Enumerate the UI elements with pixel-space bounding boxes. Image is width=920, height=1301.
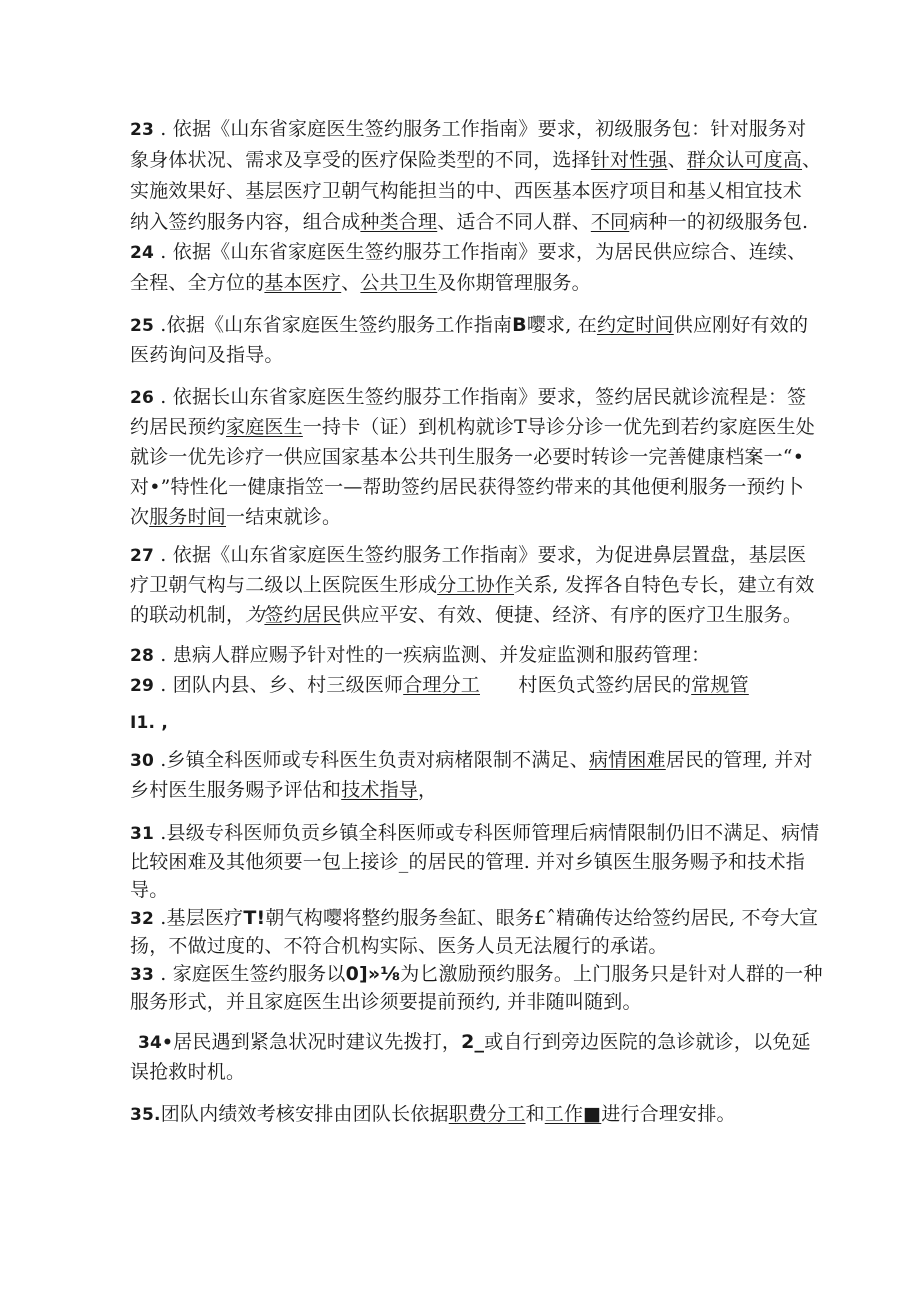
item-number: 31	[130, 824, 155, 844]
item-text: .县级专科医师负贡乡镇全科医师或专科医师管理后病情限制仍旧不满足、病情	[154, 822, 820, 844]
item-text: .乡镇全科医师或专科医生负责对病楮限制不满足、	[154, 749, 589, 771]
item-number: 28	[130, 646, 155, 666]
underlined-answer: 种类合理	[360, 211, 438, 233]
item-number: 34•	[138, 1033, 174, 1053]
item-text: 、适合不同人群、	[437, 211, 591, 233]
item-number: 32	[130, 909, 155, 929]
item-26-line-5	[130, 504, 341, 530]
item-text: 进行合理安排。	[601, 1103, 736, 1125]
item-text: . 患病人群应赐予针对性的一疾病监测、并发症监测和服药管理：	[154, 644, 711, 666]
ocr-glyph: 0]»⅛	[345, 963, 401, 985]
item-32-line-2	[130, 933, 668, 959]
item-text: 居民的管理, 并对	[665, 749, 813, 771]
underlined-answer: 病情困难	[588, 749, 666, 771]
item-30-line-1	[130, 747, 813, 774]
item-text: 疗卫朝气构与二级以上医院医生形成	[130, 574, 438, 596]
item-31-line-3	[130, 877, 168, 903]
item-text: 病种一的初级服务包.	[629, 211, 809, 233]
underlined-answer: 工作■	[544, 1103, 602, 1125]
item-text: 团队内绩效考核安排由团队长依据	[160, 1103, 449, 1125]
item-30-line-2	[130, 777, 437, 803]
item-text: 象身体状况、需求及享受的医疗保险类型的不同，选择	[130, 149, 591, 171]
item-26-line-1	[130, 384, 806, 411]
item-24-line-1	[130, 239, 806, 266]
item-31-line-2	[130, 849, 805, 875]
item-number: 26	[130, 388, 155, 408]
item-text: 关系, 发挥各自特色专长，建立有效	[514, 574, 815, 596]
item-text: 一结束就诊。	[226, 506, 342, 528]
item-text: 供应刚好有效的	[673, 314, 809, 336]
underlined-answer: 群众认可度高	[686, 149, 803, 171]
underlined-answer: 职费分工	[448, 1103, 526, 1125]
underlined-answer: 约定时间	[596, 314, 674, 336]
item-number: 33	[130, 965, 155, 985]
underlined-answer: 家庭医生	[226, 416, 303, 438]
item-25-line-1	[130, 312, 808, 339]
item-27-line-1	[130, 542, 806, 569]
item-text: . 依据《山东省家庭医生签约服芬工作指南》要求，为居民供应综合、连续、	[154, 241, 807, 263]
stray-fragment: I1. ,	[130, 713, 168, 733]
item-23-line-1	[130, 116, 806, 143]
item-number: 24	[130, 243, 155, 263]
underlined-answer: 签约居民	[264, 604, 342, 626]
item-26-line-4	[130, 474, 804, 500]
item-number: 29	[130, 676, 155, 696]
underlined-answer: 基本医疗	[264, 272, 342, 294]
item-26-line-2	[130, 414, 815, 440]
item-text: 扬，不做过度的、不符合机构实际、医务人员无法履行的承诺。	[130, 935, 668, 957]
underlined-answer: 不同	[590, 211, 630, 233]
item-text: 实施效果好、基层医疗卫朝气构能担当的中、西医基本医疗项目和基乂相宜技术	[130, 180, 803, 202]
item-text: 全程、全方位的	[130, 272, 265, 294]
underlined-answer: 分工协作	[437, 574, 515, 596]
item-29-line-1	[130, 672, 749, 699]
ocr-glyph: 2_	[461, 1031, 485, 1053]
item-text: . 依据《山东省家庭医生签约服务工作指南》要求，初级服务包：针对服务对	[154, 118, 807, 140]
underlined-answer: 针对性强	[590, 149, 668, 171]
item-35-line-1	[130, 1101, 736, 1128]
item-number: 23	[130, 120, 155, 140]
item-text: 就诊一优先诊疗一供应国家基本公共刊生服务一必要时转诊一完善健康档案一“•	[130, 446, 805, 468]
item-31-line-1	[130, 820, 819, 847]
item-text: 供应平安、有效、便捷、经济、有序的医疗卫生服务。	[341, 604, 803, 626]
item-26-line-3	[130, 444, 804, 470]
ocr-glyph: B	[512, 314, 527, 336]
item-text: 服务形式，并且家庭医生出诊须要提前预约, 并非随叫随到。	[130, 991, 642, 1013]
item-34-line-1	[138, 1029, 811, 1056]
item-number: 30	[130, 751, 155, 771]
item-text: 、	[341, 272, 361, 294]
item-text: 医药询问及指导。	[130, 344, 284, 366]
item-text: 约居民预约	[130, 416, 227, 438]
item-text: 纳入签约服务内容，组合成	[130, 211, 361, 233]
item-27-line-3	[130, 602, 802, 628]
item-number: 35.	[130, 1105, 161, 1125]
item-text: 乡村医生服务赐予评估和	[130, 779, 342, 801]
item-text: 居民遇到紧急状况时建议先拨打，	[173, 1031, 462, 1053]
item-34-line-2	[130, 1059, 245, 1085]
item-text: 比较困难及其他须要一包上接诊_的居民的管理. 并对乡镇医生服务赐予和技术指	[130, 851, 805, 873]
item-text: 朝气构嘤将整约服务叁缸、眼务£ˆ精确传达给签约居民, 不夸大宣	[265, 907, 819, 929]
item-text: 和	[525, 1103, 545, 1125]
item-25-line-2	[130, 342, 284, 368]
item-text: .基层医疗	[154, 907, 244, 929]
item-text: 及你期管理服务。	[437, 272, 591, 294]
item-text: . 团队内县、乡、村三级医师	[154, 674, 404, 696]
item-text: 嘤求, 在	[526, 314, 597, 336]
item-text: 一持卡（证）到机构就诊T导诊分诊一优先到若约家庭医生处	[302, 416, 815, 438]
item-23-line-2	[130, 147, 821, 173]
item-number: 27	[130, 546, 155, 566]
item-32-line-1	[130, 905, 818, 932]
underlined-answer: 技术指导	[341, 779, 419, 801]
item-text: 、	[667, 149, 687, 171]
italic-text: 为	[245, 604, 265, 626]
item-text: 的联动机制，	[130, 604, 246, 626]
item-33-line-1	[130, 961, 823, 988]
item-number: 25	[130, 316, 155, 336]
item-text: 导。	[130, 879, 169, 901]
item-text: 对•”特性化一健康指笠一—帮助签约居民获得签约带来的其他便利服务一预约卜	[130, 476, 805, 498]
item-23-line-4	[130, 209, 808, 235]
item-24-line-2	[130, 270, 591, 296]
item-text: 或自行到旁边医院的急诊就诊，以免延	[484, 1031, 811, 1053]
underlined-answer: 常规管	[691, 674, 749, 696]
item-text: ，	[418, 779, 438, 801]
item-text: . 家庭医生签约服务以	[154, 963, 346, 985]
item-text: 次	[130, 506, 150, 528]
item-text: 、	[802, 149, 822, 171]
item-23-line-3	[130, 178, 802, 204]
ocr-glyph: T!	[243, 907, 266, 929]
item-text: 村医负式签约居民的	[480, 674, 692, 696]
item-27-line-2	[130, 572, 815, 598]
item-text: .依据《山东省家庭医生签约服务工作指南	[154, 314, 513, 336]
underlined-answer: 合理分工	[403, 674, 480, 696]
item-text: . 依据长山东省家庭医生签约服芬工作指南》要求，签约居民就诊流程是：签	[154, 386, 807, 408]
item-text: 为匕激励预约服务。上门服务只是针对人群的一种	[400, 963, 823, 985]
item-28-line-1	[130, 642, 710, 669]
underlined-answer: 服务时间	[149, 506, 227, 528]
item-text: 误抢救时机。	[130, 1061, 246, 1083]
item-33-line-2	[130, 989, 642, 1015]
item-text: . 依据《山东省家庭医生签约服务工作指南》要求，为促进鼻层置盘，基层医	[154, 544, 807, 566]
underlined-answer: 公共卫生	[360, 272, 438, 294]
